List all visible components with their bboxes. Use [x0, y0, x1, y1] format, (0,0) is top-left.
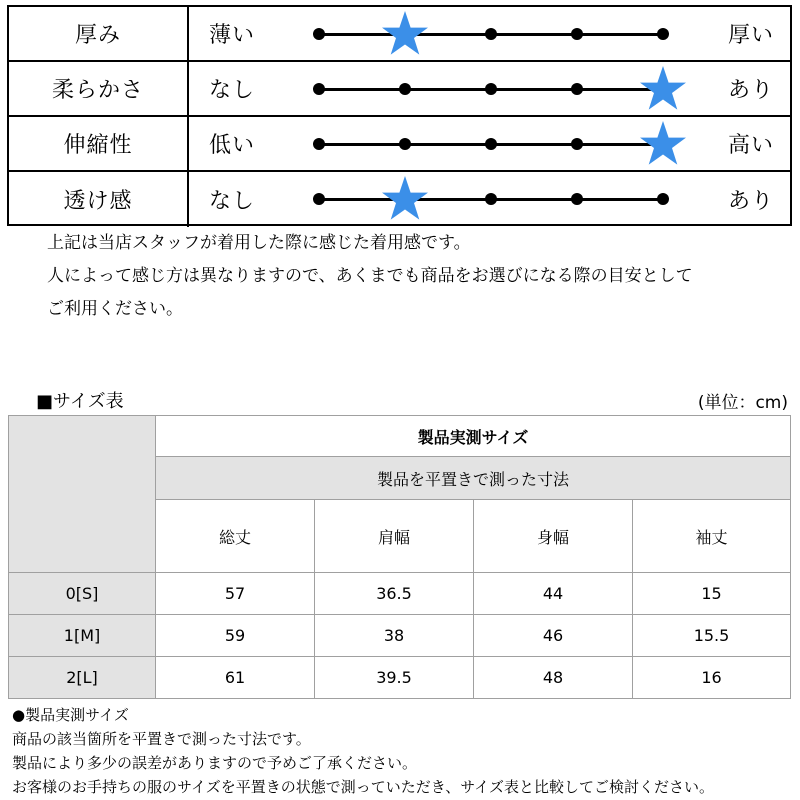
size-label: 0[S] [8, 573, 156, 615]
table-cell: 46 [474, 615, 633, 657]
scale-dot [485, 138, 497, 150]
unit-label: (単位：cm) [697, 393, 788, 413]
size-label: 2[L] [8, 657, 156, 699]
table-cell: 15 [633, 573, 791, 615]
corner-cell [8, 415, 156, 573]
bottom-note-line: 商品の該当箇所を平置きで測った寸法です。 [12, 730, 311, 748]
feel-row-thickness [9, 7, 790, 62]
feel-note-line: 上記は当店スタッフが着用した際に感じた着用感です。 [47, 233, 471, 253]
feel-row-stretch [9, 117, 790, 172]
scale-low-label: なし [209, 189, 256, 214]
scale-dot [485, 28, 497, 40]
bottom-note-line: 製品により多少の誤差がありますので予めご了承ください。 [12, 754, 418, 772]
scale-dot [657, 193, 669, 205]
size-table [8, 415, 791, 699]
table-cell: 38 [315, 615, 474, 657]
scale-high-label: あり [727, 189, 774, 214]
scale-dot [399, 83, 411, 95]
size-label: 1[M] [8, 615, 156, 657]
table-cell: 16 [633, 657, 791, 699]
feel-rating-table [7, 5, 792, 226]
scale-dot [571, 83, 583, 95]
column-header: 袖丈 [633, 500, 791, 573]
scale-dot [313, 28, 325, 40]
size-chart-title: ■サイズ表 [36, 391, 124, 412]
feel-label: 伸縮性 [9, 117, 189, 170]
scale-dot [571, 193, 583, 205]
scale-low-label: 低い [209, 133, 256, 158]
scale-dot [313, 83, 325, 95]
table-cell: 44 [474, 573, 633, 615]
scale-dot [485, 193, 497, 205]
feel-label: 柔らかさ [9, 62, 189, 115]
table-cell: 59 [156, 615, 315, 657]
header-sub: 製品を平置きで測った寸法 [156, 457, 791, 500]
scale-dot [485, 83, 497, 95]
feel-label: 厚み [9, 7, 189, 60]
column-header: 総丈 [156, 500, 315, 573]
feel-note-line: ご利用ください。 [47, 299, 183, 319]
scale-high-label: 厚い [727, 23, 774, 48]
scale-high-label: あり [727, 78, 774, 103]
scale-dot [657, 28, 669, 40]
scale-dot [571, 138, 583, 150]
rating-star-icon [639, 120, 687, 166]
scale-dot [399, 138, 411, 150]
table-cell: 57 [156, 573, 315, 615]
table-cell: 39.5 [315, 657, 474, 699]
feel-row-sheerness [9, 172, 790, 227]
rating-star-icon [639, 65, 687, 111]
bottom-note-title: ●製品実測サイズ [12, 706, 129, 724]
scale-high-label: 高い [727, 133, 774, 158]
table-cell: 61 [156, 657, 315, 699]
feel-note-line: 人によって感じ方は異なりますので、あくまでも商品をお選びになる際の目安として [47, 266, 693, 286]
bottom-note-line: お客様のお手持ちの服のサイズを平置きの状態で測っていただき、サイズ表と比較してご検討ください。 [12, 778, 715, 796]
scale-low-label: 薄い [209, 23, 256, 48]
scale-low-label: なし [209, 78, 256, 103]
column-header: 身幅 [474, 500, 633, 573]
column-header: 肩幅 [315, 500, 474, 573]
header-main: 製品実測サイズ [156, 415, 791, 457]
scale-dot [313, 138, 325, 150]
feel-row-softness [9, 62, 790, 117]
scale-dot [571, 28, 583, 40]
rating-star-icon [381, 175, 429, 221]
table-cell: 48 [474, 657, 633, 699]
table-cell: 15.5 [633, 615, 791, 657]
feel-label: 透け感 [9, 172, 189, 227]
table-cell: 36.5 [315, 573, 474, 615]
scale-dot [313, 193, 325, 205]
rating-star-icon [381, 10, 429, 56]
